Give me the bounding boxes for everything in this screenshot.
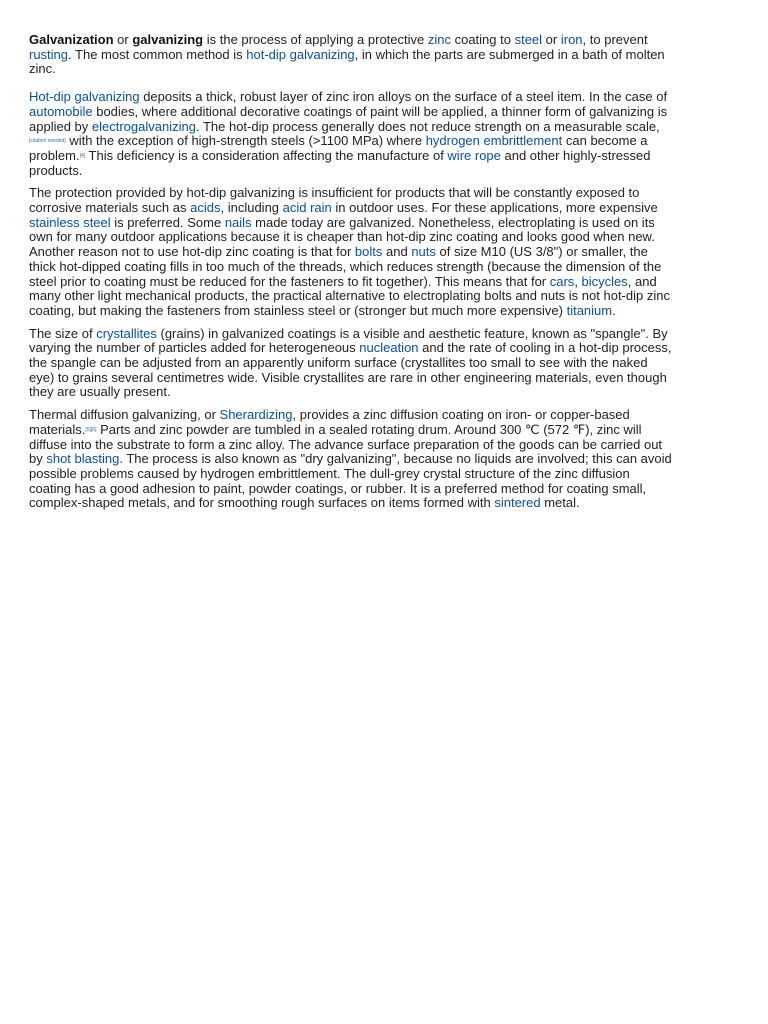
link-hot-dip-galvanizing[interactable]: hot-dip galvanizing <box>246 46 355 62</box>
link-zinc[interactable]: zinc <box>427 32 451 47</box>
sherardizing-paragraph <box>29 408 675 511</box>
text-run: (grains) in galvanized coatings is a visible and aesthetic feature, known as "spangle". By varying the number of particles added for heterogeneous <box>29 325 668 356</box>
text-run: The size of <box>29 325 97 341</box>
text-run: bodies, where additional decorative coatings of paint will be applied, a thinner form of galvanizing is applied by <box>29 103 668 134</box>
link-electrogalvanizing[interactable]: electrogalvanizing <box>91 118 196 134</box>
text-run: and other highly-stressed products. <box>29 147 651 178</box>
link-hot-dip-galvanizing[interactable]: Hot-dip galvanizing <box>29 89 140 105</box>
link-hydrogen-embrittlement[interactable]: hydrogen embrittlement <box>425 133 563 149</box>
link-sherardizing[interactable]: Sherardizing <box>219 407 293 423</box>
hot-dip-paragraph <box>29 90 675 178</box>
link-automobile[interactable]: automobile <box>29 103 93 119</box>
bold-term: galvanizing <box>132 32 204 47</box>
link-cars[interactable]: cars <box>549 273 575 289</box>
text-run: , and many other light mechanical products, the practical alternative to electroplating bolts and nuts is not hot-dip zinc coating, but making the fasteners from stainless steel or (stronger but much more expensive) <box>29 273 670 318</box>
link-shot-blasting[interactable]: shot blasting <box>46 451 120 467</box>
text-run: Thermal diffusion galvanizing, or <box>29 407 220 423</box>
text-run: This deficiency is a consideration affecting the manufacture of <box>85 147 448 163</box>
citation-link[interactable]: [citation needed] <box>29 138 66 145</box>
spangle-paragraph <box>29 327 675 401</box>
text-run: coating to <box>450 32 515 47</box>
text-run: metal. <box>540 495 580 511</box>
text-run: , provides a zinc diffusion coating on iron- or copper-based materials. <box>29 407 630 437</box>
text-run: The protection provided by hot-dip galvanizing is insufficient for products that will be constantly exposed to corrosive materials such as <box>29 185 640 216</box>
link-nails[interactable]: nails <box>224 214 252 230</box>
link-rusting[interactable]: rusting <box>29 46 69 62</box>
link-steel[interactable]: steel <box>514 32 543 47</box>
text-run: with the exception of high-strength steels (>1100 MPa) where <box>65 133 426 149</box>
link-acid-rain[interactable]: acid rain <box>282 200 332 216</box>
text-run: deposits a thick, robust layer of zinc iron alloys on the surface of a steel item. In the case of <box>139 89 668 105</box>
text-run: in outdoor uses. For these applications, more expensive <box>331 200 658 216</box>
link-sintered[interactable]: sintered <box>494 495 541 511</box>
link-bolts[interactable]: bolts <box>354 244 383 260</box>
intro-paragraph <box>29 33 675 77</box>
link-acids[interactable]: acids <box>190 200 221 216</box>
citation-link[interactable]: [4] <box>79 152 86 159</box>
text-run: . The process is also known as "dry galvanizing", because no liquids are involved; this can avoid possible problems caused by hydrogen embrittlement. The dull-grey crystal structure of the zinc diffusion coating has a good adhesion to paint, powder coatings, or rubber. It is a preferred method for coating small, complex-shaped metals, and for smoothing rough surfaces on items formed with <box>29 451 672 511</box>
link-nucleation[interactable]: nucleation <box>359 340 419 356</box>
text-run: Parts and zinc powder are tumbled in a sealed rotating drum. Around 300 ℃ (572 ℉), zinc will diffuse into the substrate to form a zinc alloy. The advance surface preparation of the goods can be carried out by <box>29 421 663 467</box>
article-body <box>29 33 675 519</box>
text-run: . The hot-dip process generally does not reduce strength on a measurable scale, <box>195 118 660 134</box>
link-nuts[interactable]: nuts <box>411 244 436 260</box>
protection-paragraph <box>29 186 675 318</box>
link-titanium[interactable]: titanium <box>566 302 613 318</box>
text-run: . <box>612 302 616 318</box>
text-run: of size M10 (US 3/8") or smaller, the thick hot-dipped coating fills in too much of the threads, which reduces strength (because the dimension of the steel prior to coating must be reduced for the fasteners to fit together). This means that for <box>29 244 662 289</box>
bold-term: Galvanization <box>29 32 114 47</box>
citation-link[interactable]: [5][6] <box>85 426 97 433</box>
link-iron[interactable]: iron <box>560 32 583 47</box>
text-run: is preferred. Some <box>110 214 225 230</box>
text-run: , to prevent <box>582 32 648 47</box>
text-run: and <box>382 244 412 260</box>
text-run: . The most common method is <box>68 46 247 62</box>
text-run: is the process of applying a protective <box>203 32 428 47</box>
link-stainless-steel[interactable]: stainless steel <box>29 214 111 230</box>
text-run: or <box>542 32 561 47</box>
citation-superscript <box>85 427 96 433</box>
link-wire-rope[interactable]: wire rope <box>447 147 501 163</box>
text-run: can become a problem. <box>29 133 648 163</box>
text-run: , including <box>220 200 283 216</box>
citation-superscript <box>29 138 66 144</box>
text-run: , <box>574 273 582 289</box>
link-bicycles[interactable]: bicycles <box>581 273 628 289</box>
text-run: or <box>113 32 133 47</box>
text-run: , in which the parts are submerged in a bath of molten zinc. <box>29 46 665 77</box>
text-run: and the rate of cooling in a hot-dip process, the spangle can be adjusted from an apparently uniform surface (crystallites too small to see with the naked eye) to grains several centimetres wide. Visible crystallites are rare in other engineering materials, even though they are usually present. <box>29 340 672 400</box>
text-run: made today are galvanized. Nonetheless, electroplating is used on its own for many outdoor applications because it is cheaper than hot-dip zinc coating and looks good when new. Another reason not to use hot-dip zinc coating is that for <box>29 214 655 260</box>
link-crystallites[interactable]: crystallites <box>96 325 157 341</box>
